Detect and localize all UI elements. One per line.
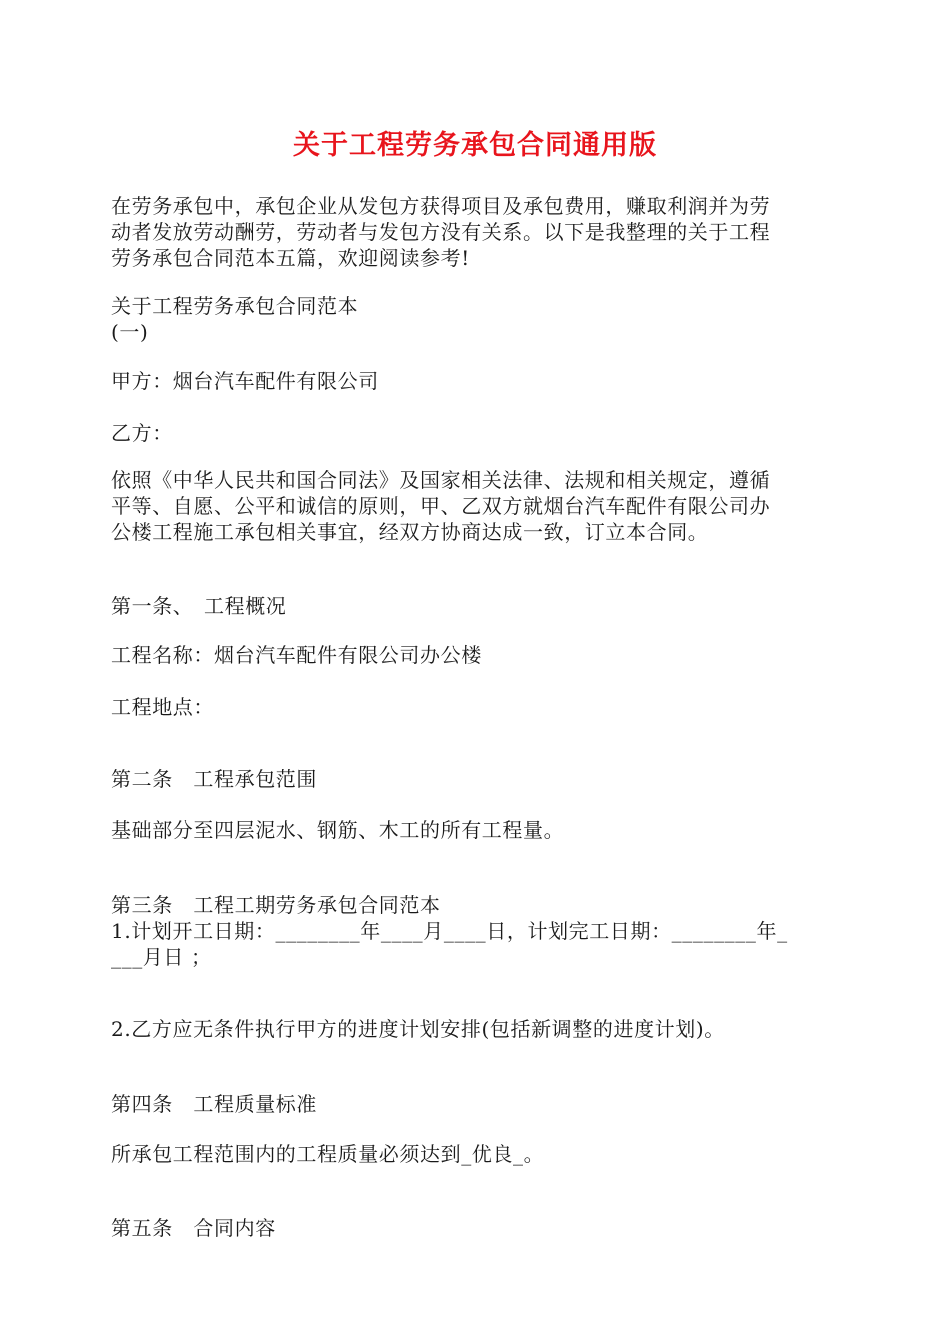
article-1-heading: 第一条、 工程概况 xyxy=(111,594,287,618)
intro-line-1: 在劳务承包中，承包企业从发包方获得项目及承包费用，赚取利润并为劳 xyxy=(111,194,771,218)
intro-line-2: 动者发放劳动酬劳，劳动者与发包方没有关系。以下是我整理的关于工程 xyxy=(111,220,771,244)
intro-line-3: 劳务承包合同范本五篇，欢迎阅读参考! xyxy=(111,246,470,270)
section-title: 关于工程劳务承包合同范本 xyxy=(111,294,359,318)
party-a: 甲方：烟台汽车配件有限公司 xyxy=(111,369,379,393)
preamble-line-1: 依照《中华人民共和国合同法》及国家相关法律、法规和相关规定，遵循 xyxy=(111,468,771,492)
article-4-heading: 第四条 工程质量标准 xyxy=(111,1092,317,1116)
preamble-line-2: 平等、自愿、公平和诚信的原则，甲、乙双方就烟台汽车配件有限公司办 xyxy=(111,494,771,518)
article-4-body: 所承包工程范围内的工程质量必须达到_优良_。 xyxy=(111,1142,545,1166)
section-number: (一) xyxy=(111,320,149,344)
project-location: 工程地点： xyxy=(111,695,214,719)
article-2-body: 基础部分至四层泥水、钢筋、木工的所有工程量。 xyxy=(111,818,565,842)
article-3-item-1-line-1: 1.计划开工日期：________年____月____日，计划完工日期：________年_ xyxy=(111,919,788,943)
preamble-line-3: 公楼工程施工承包相关事宜，经双方协商达成一致，订立本合同。 xyxy=(111,520,709,544)
project-name: 工程名称：烟台汽车配件有限公司办公楼 xyxy=(111,643,482,667)
article-3-item-2: 2.乙方应无条件执行甲方的进度计划安排(包括新调整的进度计划)。 xyxy=(111,1017,725,1041)
article-5-heading: 第五条 合同内容 xyxy=(111,1216,276,1240)
article-2-heading: 第二条 工程承包范围 xyxy=(111,767,317,791)
article-3-heading: 第三条 工程工期劳务承包合同范本 xyxy=(111,893,441,917)
article-3-item-1-line-2: ___月日 ； xyxy=(111,945,212,969)
party-b: 乙方： xyxy=(111,421,173,445)
document-title: 关于工程劳务承包合同通用版 xyxy=(293,130,657,161)
